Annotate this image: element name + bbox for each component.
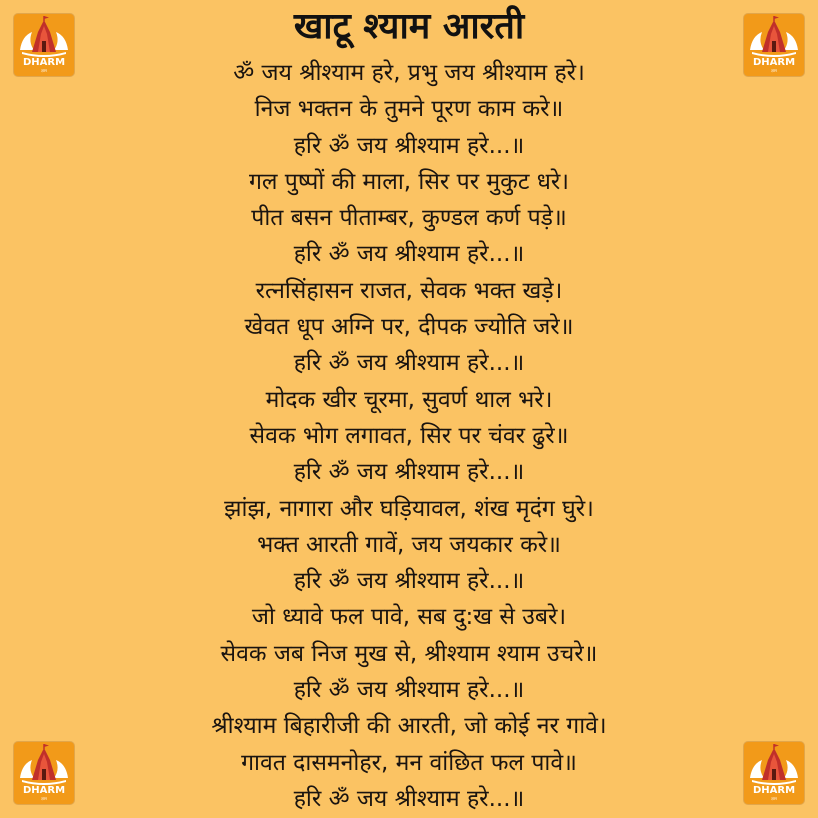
verse-line: सेवक भोग लगावत, सिर पर चंवर ढुरे॥ bbox=[249, 422, 569, 449]
verse-line: भक्त आरती गावें, जय जयकार करे॥ bbox=[257, 531, 561, 558]
svg-text:DHARM: DHARM bbox=[22, 785, 66, 796]
svg-text:ज्ञान: ज्ञान bbox=[771, 68, 777, 73]
verse-line: हरि ॐ जय श्रीश्याम हरे...॥ bbox=[293, 459, 525, 486]
svg-text:ज्ञान: ज्ञान bbox=[41, 68, 47, 73]
verse-list bbox=[100, 55, 718, 817]
verse-line: निज भक्तन के तुमने पूरण काम करे॥ bbox=[254, 96, 564, 123]
verse-line: हरि ॐ जय श्रीश्याम हरे...॥ bbox=[293, 785, 525, 812]
verse-line: पीत बसन पीताम्बर, कुण्डल कर्ण पड़े॥ bbox=[251, 205, 567, 232]
verse-line: रत्नसिंहासन राजत, सेवक भक्त खड़े। bbox=[255, 277, 563, 304]
verse-line: हरि ॐ जय श्रीश्याम हरे...॥ bbox=[293, 568, 525, 595]
verse-line: सेवक जब निज मुख से, श्रीश्याम श्याम उचरे॥ bbox=[220, 640, 598, 667]
svg-text:DHARM: DHARM bbox=[752, 57, 796, 68]
temple-icon bbox=[14, 14, 74, 76]
verse-line: श्रीश्याम बिहारीजी की आरती, जो कोई नर गावे। bbox=[211, 713, 607, 740]
verse-line: हरि ॐ जय श्रीश्याम हरे...॥ bbox=[293, 241, 525, 268]
temple-icon bbox=[744, 14, 804, 76]
svg-text:ज्ञान: ज्ञान bbox=[771, 796, 777, 801]
dharm-logo bbox=[14, 14, 74, 76]
verse-line: जो ध्यावे फल पावे, सब दु:ख से उबरे। bbox=[251, 604, 567, 631]
dharm-logo bbox=[744, 14, 804, 76]
svg-text:ज्ञान: ज्ञान bbox=[41, 796, 47, 801]
dharm-logo bbox=[744, 742, 804, 804]
svg-text:DHARM: DHARM bbox=[752, 785, 796, 796]
dharm-logo bbox=[14, 742, 74, 804]
svg-text:DHARM: DHARM bbox=[22, 57, 66, 68]
verse-line: खेवत धूप अग्नि पर, दीपक ज्योति जरे॥ bbox=[244, 314, 574, 341]
verse-line: हरि ॐ जय श्रीश्याम हरे...॥ bbox=[293, 677, 525, 704]
temple-icon bbox=[14, 742, 74, 804]
verse-line: गल पुष्पों की माला, सिर पर मुकुट धरे। bbox=[248, 168, 570, 195]
verse-line: गावत दासमनोहर, मन वांछित फल पावे॥ bbox=[241, 749, 577, 776]
verse-line: ॐ जय श्रीश्याम हरे, प्रभु जय श्रीश्याम हरे। bbox=[233, 60, 585, 86]
verse-line: हरि ॐ जय श्रीश्याम हरे...॥ bbox=[293, 350, 525, 377]
verse-line: मोदक खीर चूरमा, सुवर्ण थाल भरे। bbox=[265, 386, 553, 413]
verse-line: झांझ, नागारा और घड़ियावल, शंख मृदंग घुरे। bbox=[224, 495, 594, 522]
verse-line: हरि ॐ जय श्रीश्याम हरे...॥ bbox=[293, 132, 525, 159]
page-title: खाटू श्याम आरती bbox=[293, 6, 525, 47]
temple-icon bbox=[744, 742, 804, 804]
